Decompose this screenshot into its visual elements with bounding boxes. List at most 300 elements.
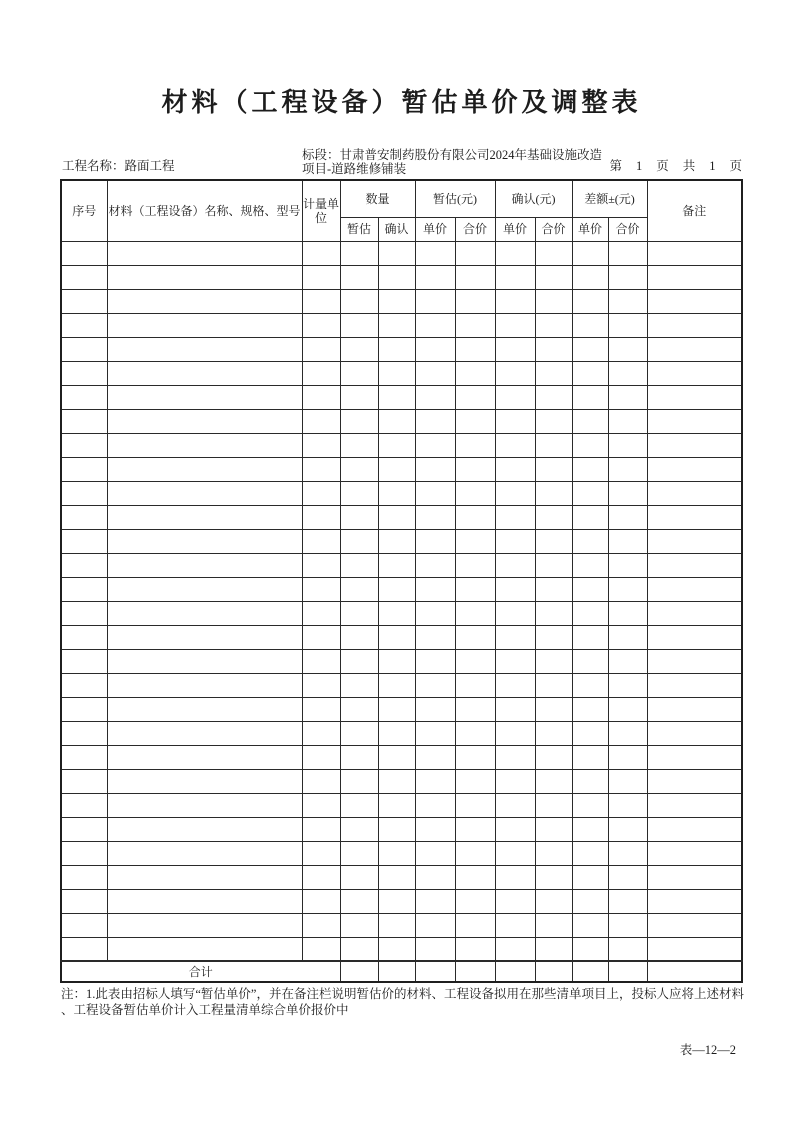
empty-cell <box>415 313 455 337</box>
empty-cell <box>647 769 742 793</box>
empty-cell <box>378 553 415 577</box>
empty-cell <box>608 865 647 889</box>
empty-cell <box>608 385 647 409</box>
empty-cell <box>415 697 455 721</box>
empty-cell <box>608 601 647 625</box>
table-row <box>61 409 742 433</box>
empty-cell <box>302 481 340 505</box>
table-row <box>61 577 742 601</box>
empty-cell <box>61 385 107 409</box>
empty-cell <box>572 313 608 337</box>
empty-cell <box>535 673 572 697</box>
empty-cell <box>495 553 535 577</box>
col-header-remark: 备注 <box>647 180 742 241</box>
empty-cell <box>455 841 495 865</box>
empty-cell <box>455 913 495 937</box>
empty-cell <box>61 625 107 649</box>
empty-cell <box>340 865 378 889</box>
empty-cell <box>415 457 455 481</box>
table-row <box>61 457 742 481</box>
empty-cell <box>647 313 742 337</box>
empty-cell <box>608 697 647 721</box>
empty-cell <box>535 745 572 769</box>
empty-cell <box>535 289 572 313</box>
empty-cell <box>535 817 572 841</box>
empty-cell <box>61 793 107 817</box>
empty-cell <box>340 841 378 865</box>
empty-cell <box>302 649 340 673</box>
table-row <box>61 433 742 457</box>
empty-cell <box>378 505 415 529</box>
empty-cell <box>302 313 340 337</box>
table-row <box>61 937 742 961</box>
empty-cell <box>455 337 495 361</box>
empty-cell <box>107 889 302 913</box>
empty-cell <box>535 625 572 649</box>
empty-cell <box>302 673 340 697</box>
empty-cell <box>495 865 535 889</box>
empty-cell <box>340 769 378 793</box>
empty-cell <box>535 577 572 601</box>
empty-cell <box>302 721 340 745</box>
empty-cell <box>61 289 107 313</box>
empty-cell <box>455 937 495 961</box>
empty-cell <box>107 745 302 769</box>
table-row <box>61 721 742 745</box>
empty-cell <box>61 865 107 889</box>
empty-cell <box>61 745 107 769</box>
empty-cell <box>535 721 572 745</box>
empty-cell <box>340 913 378 937</box>
empty-cell <box>608 241 647 265</box>
empty-cell <box>495 697 535 721</box>
empty-cell <box>340 577 378 601</box>
subcol-header: 单价 <box>415 217 455 241</box>
empty-cell <box>61 937 107 961</box>
empty-cell <box>647 289 742 313</box>
empty-cell <box>572 409 608 433</box>
subcol-header: 合价 <box>608 217 647 241</box>
table-row <box>61 385 742 409</box>
empty-cell <box>535 553 572 577</box>
empty-cell <box>378 481 415 505</box>
empty-cell <box>107 265 302 289</box>
empty-cell <box>378 841 415 865</box>
empty-cell <box>608 289 647 313</box>
empty-cell <box>455 289 495 313</box>
subcol-header: 确认 <box>378 217 415 241</box>
empty-cell <box>107 937 302 961</box>
empty-cell <box>61 817 107 841</box>
empty-cell <box>61 241 107 265</box>
table-row <box>61 481 742 505</box>
table-row <box>61 649 742 673</box>
empty-cell <box>302 913 340 937</box>
empty-cell <box>572 889 608 913</box>
subcol-header: 合价 <box>455 217 495 241</box>
page-title: 材料（工程设备）暂估单价及调整表 <box>161 88 642 117</box>
empty-cell <box>608 889 647 913</box>
empty-cell <box>535 505 572 529</box>
table-row <box>61 289 742 313</box>
empty-cell <box>647 865 742 889</box>
empty-cell <box>61 577 107 601</box>
section-label: 标段：甘肃普安制药股份有限公司2024年基础设施改造项目-道路维修铺装 <box>302 148 603 176</box>
empty-cell <box>378 913 415 937</box>
difference-label: 差额±(元) <box>584 191 635 206</box>
empty-cell <box>572 481 608 505</box>
empty-cell <box>647 577 742 601</box>
empty-cell <box>572 601 608 625</box>
empty-cell <box>647 841 742 865</box>
empty-cell <box>302 529 340 553</box>
empty-cell <box>455 793 495 817</box>
empty-cell <box>340 745 378 769</box>
col-group-difference <box>572 180 647 217</box>
empty-cell <box>647 241 742 265</box>
col-header-serial: 序号 <box>61 180 107 241</box>
empty-cell <box>415 745 455 769</box>
empty-cell <box>608 745 647 769</box>
empty-cell <box>608 361 647 385</box>
empty-cell <box>415 625 455 649</box>
page-word: 页 <box>656 159 669 173</box>
empty-cell <box>535 385 572 409</box>
empty-cell <box>378 577 415 601</box>
empty-cell <box>107 313 302 337</box>
empty-cell <box>572 433 608 457</box>
empty-cell <box>572 577 608 601</box>
empty-cell <box>455 697 495 721</box>
empty-cell <box>61 361 107 385</box>
empty-cell <box>455 817 495 841</box>
note-line: 、工程设备暂估单价计入工程量清单综合单价报价中 <box>61 1002 349 1017</box>
table-row <box>61 841 742 865</box>
empty-cell <box>340 265 378 289</box>
empty-cell <box>495 817 535 841</box>
empty-cell <box>647 361 742 385</box>
empty-cell <box>495 673 535 697</box>
empty-cell <box>340 289 378 313</box>
empty-cell <box>572 841 608 865</box>
empty-cell <box>535 481 572 505</box>
empty-cell <box>572 265 608 289</box>
empty-cell <box>415 337 455 361</box>
empty-cell <box>378 793 415 817</box>
empty-cell <box>302 337 340 361</box>
empty-cell <box>61 769 107 793</box>
empty-cell <box>495 385 535 409</box>
empty-cell <box>415 481 455 505</box>
empty-cell <box>608 409 647 433</box>
empty-cell <box>495 889 535 913</box>
empty-cell <box>302 361 340 385</box>
table-row <box>61 673 742 697</box>
table-row <box>61 313 742 337</box>
empty-cell <box>495 433 535 457</box>
empty-cell <box>608 817 647 841</box>
empty-cell <box>107 913 302 937</box>
table-row <box>61 505 742 529</box>
total-pages-number: 1 <box>709 159 716 173</box>
empty-cell <box>535 697 572 721</box>
empty-cell <box>107 625 302 649</box>
empty-cell <box>61 433 107 457</box>
empty-cell <box>535 529 572 553</box>
empty-cell <box>647 817 742 841</box>
empty-cell <box>572 337 608 361</box>
empty-cell <box>647 793 742 817</box>
empty-cell <box>378 625 415 649</box>
total-empty-cell <box>572 961 608 982</box>
empty-cell <box>535 937 572 961</box>
empty-cell <box>495 337 535 361</box>
empty-cell <box>455 361 495 385</box>
table-row <box>61 265 742 289</box>
empty-cell <box>572 913 608 937</box>
empty-cell <box>608 265 647 289</box>
empty-cell <box>302 289 340 313</box>
empty-cell <box>378 721 415 745</box>
table-row <box>61 601 742 625</box>
empty-cell <box>415 769 455 793</box>
total-row <box>61 961 742 982</box>
empty-cell <box>495 313 535 337</box>
empty-cell <box>415 553 455 577</box>
empty-cell <box>340 481 378 505</box>
empty-cell <box>495 265 535 289</box>
empty-cell <box>107 649 302 673</box>
empty-cell <box>302 457 340 481</box>
empty-cell <box>608 649 647 673</box>
footer-notes <box>61 987 747 1018</box>
empty-cell <box>495 625 535 649</box>
empty-cell <box>455 505 495 529</box>
subcol-header: 单价 <box>572 217 608 241</box>
empty-cell <box>340 553 378 577</box>
total-remark-cell <box>647 961 742 982</box>
empty-cell <box>302 793 340 817</box>
empty-cell <box>647 385 742 409</box>
current-page-number: 1 <box>635 159 643 173</box>
empty-cell <box>415 529 455 553</box>
provisional-price-table <box>60 179 743 983</box>
table-body <box>61 241 742 961</box>
empty-cell <box>107 457 302 481</box>
empty-cell <box>378 457 415 481</box>
empty-cell <box>107 409 302 433</box>
empty-cell <box>107 865 302 889</box>
empty-cell <box>378 409 415 433</box>
empty-cell <box>495 937 535 961</box>
empty-cell <box>608 337 647 361</box>
empty-cell <box>608 505 647 529</box>
empty-cell <box>455 433 495 457</box>
total-empty-cell <box>535 961 572 982</box>
empty-cell <box>608 577 647 601</box>
empty-cell <box>61 409 107 433</box>
empty-cell <box>647 937 742 961</box>
table-row <box>61 361 742 385</box>
empty-cell <box>647 697 742 721</box>
empty-cell <box>61 337 107 361</box>
empty-cell <box>455 601 495 625</box>
empty-cell <box>378 361 415 385</box>
empty-cell <box>572 553 608 577</box>
empty-cell <box>378 745 415 769</box>
empty-cell <box>107 385 302 409</box>
empty-cell <box>61 265 107 289</box>
empty-cell <box>455 673 495 697</box>
empty-cell <box>647 505 742 529</box>
empty-cell <box>107 697 302 721</box>
empty-cell <box>378 889 415 913</box>
empty-cell <box>302 505 340 529</box>
empty-cell <box>608 673 647 697</box>
empty-cell <box>455 241 495 265</box>
empty-cell <box>535 337 572 361</box>
note-line: 注：1.此表由招标人填写“暂估单价”，并在备注栏说明暂估价的材料、工程设备拟用在那些清单项目上，投标人应将上述材料 <box>61 987 744 1001</box>
empty-cell <box>647 745 742 769</box>
empty-cell <box>495 601 535 625</box>
total-label-cell: 合计 <box>61 961 340 982</box>
empty-cell <box>340 817 378 841</box>
subcol-header: 暂估 <box>340 217 378 241</box>
table-row <box>61 625 742 649</box>
empty-cell <box>572 625 608 649</box>
empty-cell <box>535 313 572 337</box>
empty-cell <box>572 673 608 697</box>
empty-cell <box>378 337 415 361</box>
empty-cell <box>378 529 415 553</box>
empty-cell <box>378 601 415 625</box>
empty-cell <box>495 721 535 745</box>
empty-cell <box>535 841 572 865</box>
empty-cell <box>572 769 608 793</box>
col-header-name: 材料（工程设备）名称、规格、型号 <box>107 180 302 241</box>
empty-cell <box>647 601 742 625</box>
empty-cell <box>340 697 378 721</box>
empty-cell <box>608 529 647 553</box>
empty-cell <box>340 793 378 817</box>
table-row <box>61 769 742 793</box>
empty-cell <box>455 409 495 433</box>
empty-cell <box>647 457 742 481</box>
empty-cell <box>107 721 302 745</box>
empty-cell <box>495 529 535 553</box>
empty-cell <box>107 481 302 505</box>
empty-cell <box>302 697 340 721</box>
empty-cell <box>378 817 415 841</box>
empty-cell <box>608 769 647 793</box>
empty-cell <box>340 241 378 265</box>
empty-cell <box>415 793 455 817</box>
empty-cell <box>61 601 107 625</box>
empty-cell <box>572 745 608 769</box>
table-row <box>61 913 742 937</box>
total-empty-cell <box>608 961 647 982</box>
table-row <box>61 241 742 265</box>
empty-cell <box>378 433 415 457</box>
empty-cell <box>535 241 572 265</box>
empty-cell <box>455 865 495 889</box>
empty-cell <box>535 409 572 433</box>
total-word: 共 <box>682 159 696 173</box>
empty-cell <box>378 769 415 793</box>
empty-cell <box>340 889 378 913</box>
empty-cell <box>608 313 647 337</box>
empty-cell <box>107 361 302 385</box>
empty-cell <box>107 241 302 265</box>
empty-cell <box>415 241 455 265</box>
empty-cell <box>302 865 340 889</box>
empty-cell <box>340 361 378 385</box>
empty-cell <box>535 649 572 673</box>
empty-cell <box>495 241 535 265</box>
empty-cell <box>378 241 415 265</box>
empty-cell <box>572 697 608 721</box>
empty-cell <box>378 313 415 337</box>
empty-cell <box>415 433 455 457</box>
empty-cell <box>455 457 495 481</box>
project-name-label: 工程名称：路面工程 <box>62 159 175 173</box>
empty-cell <box>572 505 608 529</box>
empty-cell <box>61 481 107 505</box>
empty-cell <box>378 673 415 697</box>
empty-cell <box>340 673 378 697</box>
table-row <box>61 889 742 913</box>
empty-cell <box>340 457 378 481</box>
empty-cell <box>455 313 495 337</box>
empty-cell <box>415 841 455 865</box>
empty-cell <box>61 841 107 865</box>
empty-cell <box>302 409 340 433</box>
empty-cell <box>378 265 415 289</box>
empty-cell <box>340 601 378 625</box>
empty-cell <box>455 265 495 289</box>
empty-cell <box>535 889 572 913</box>
empty-cell <box>455 481 495 505</box>
empty-cell <box>647 721 742 745</box>
empty-cell <box>107 673 302 697</box>
empty-cell <box>647 265 742 289</box>
empty-cell <box>61 721 107 745</box>
empty-cell <box>415 721 455 745</box>
empty-cell <box>107 793 302 817</box>
empty-cell <box>378 649 415 673</box>
empty-cell <box>572 529 608 553</box>
empty-cell <box>647 553 742 577</box>
table-row <box>61 529 742 553</box>
empty-cell <box>455 889 495 913</box>
empty-cell <box>107 577 302 601</box>
empty-cell <box>340 505 378 529</box>
empty-cell <box>415 385 455 409</box>
col-group-quantity: 数量 <box>340 180 415 217</box>
empty-cell <box>608 937 647 961</box>
empty-cell <box>455 745 495 769</box>
empty-cell <box>495 649 535 673</box>
empty-cell <box>647 673 742 697</box>
empty-cell <box>535 913 572 937</box>
empty-cell <box>107 505 302 529</box>
empty-cell <box>455 553 495 577</box>
empty-cell <box>495 361 535 385</box>
empty-cell <box>340 337 378 361</box>
empty-cell <box>572 289 608 313</box>
empty-cell <box>608 553 647 577</box>
empty-cell <box>572 865 608 889</box>
